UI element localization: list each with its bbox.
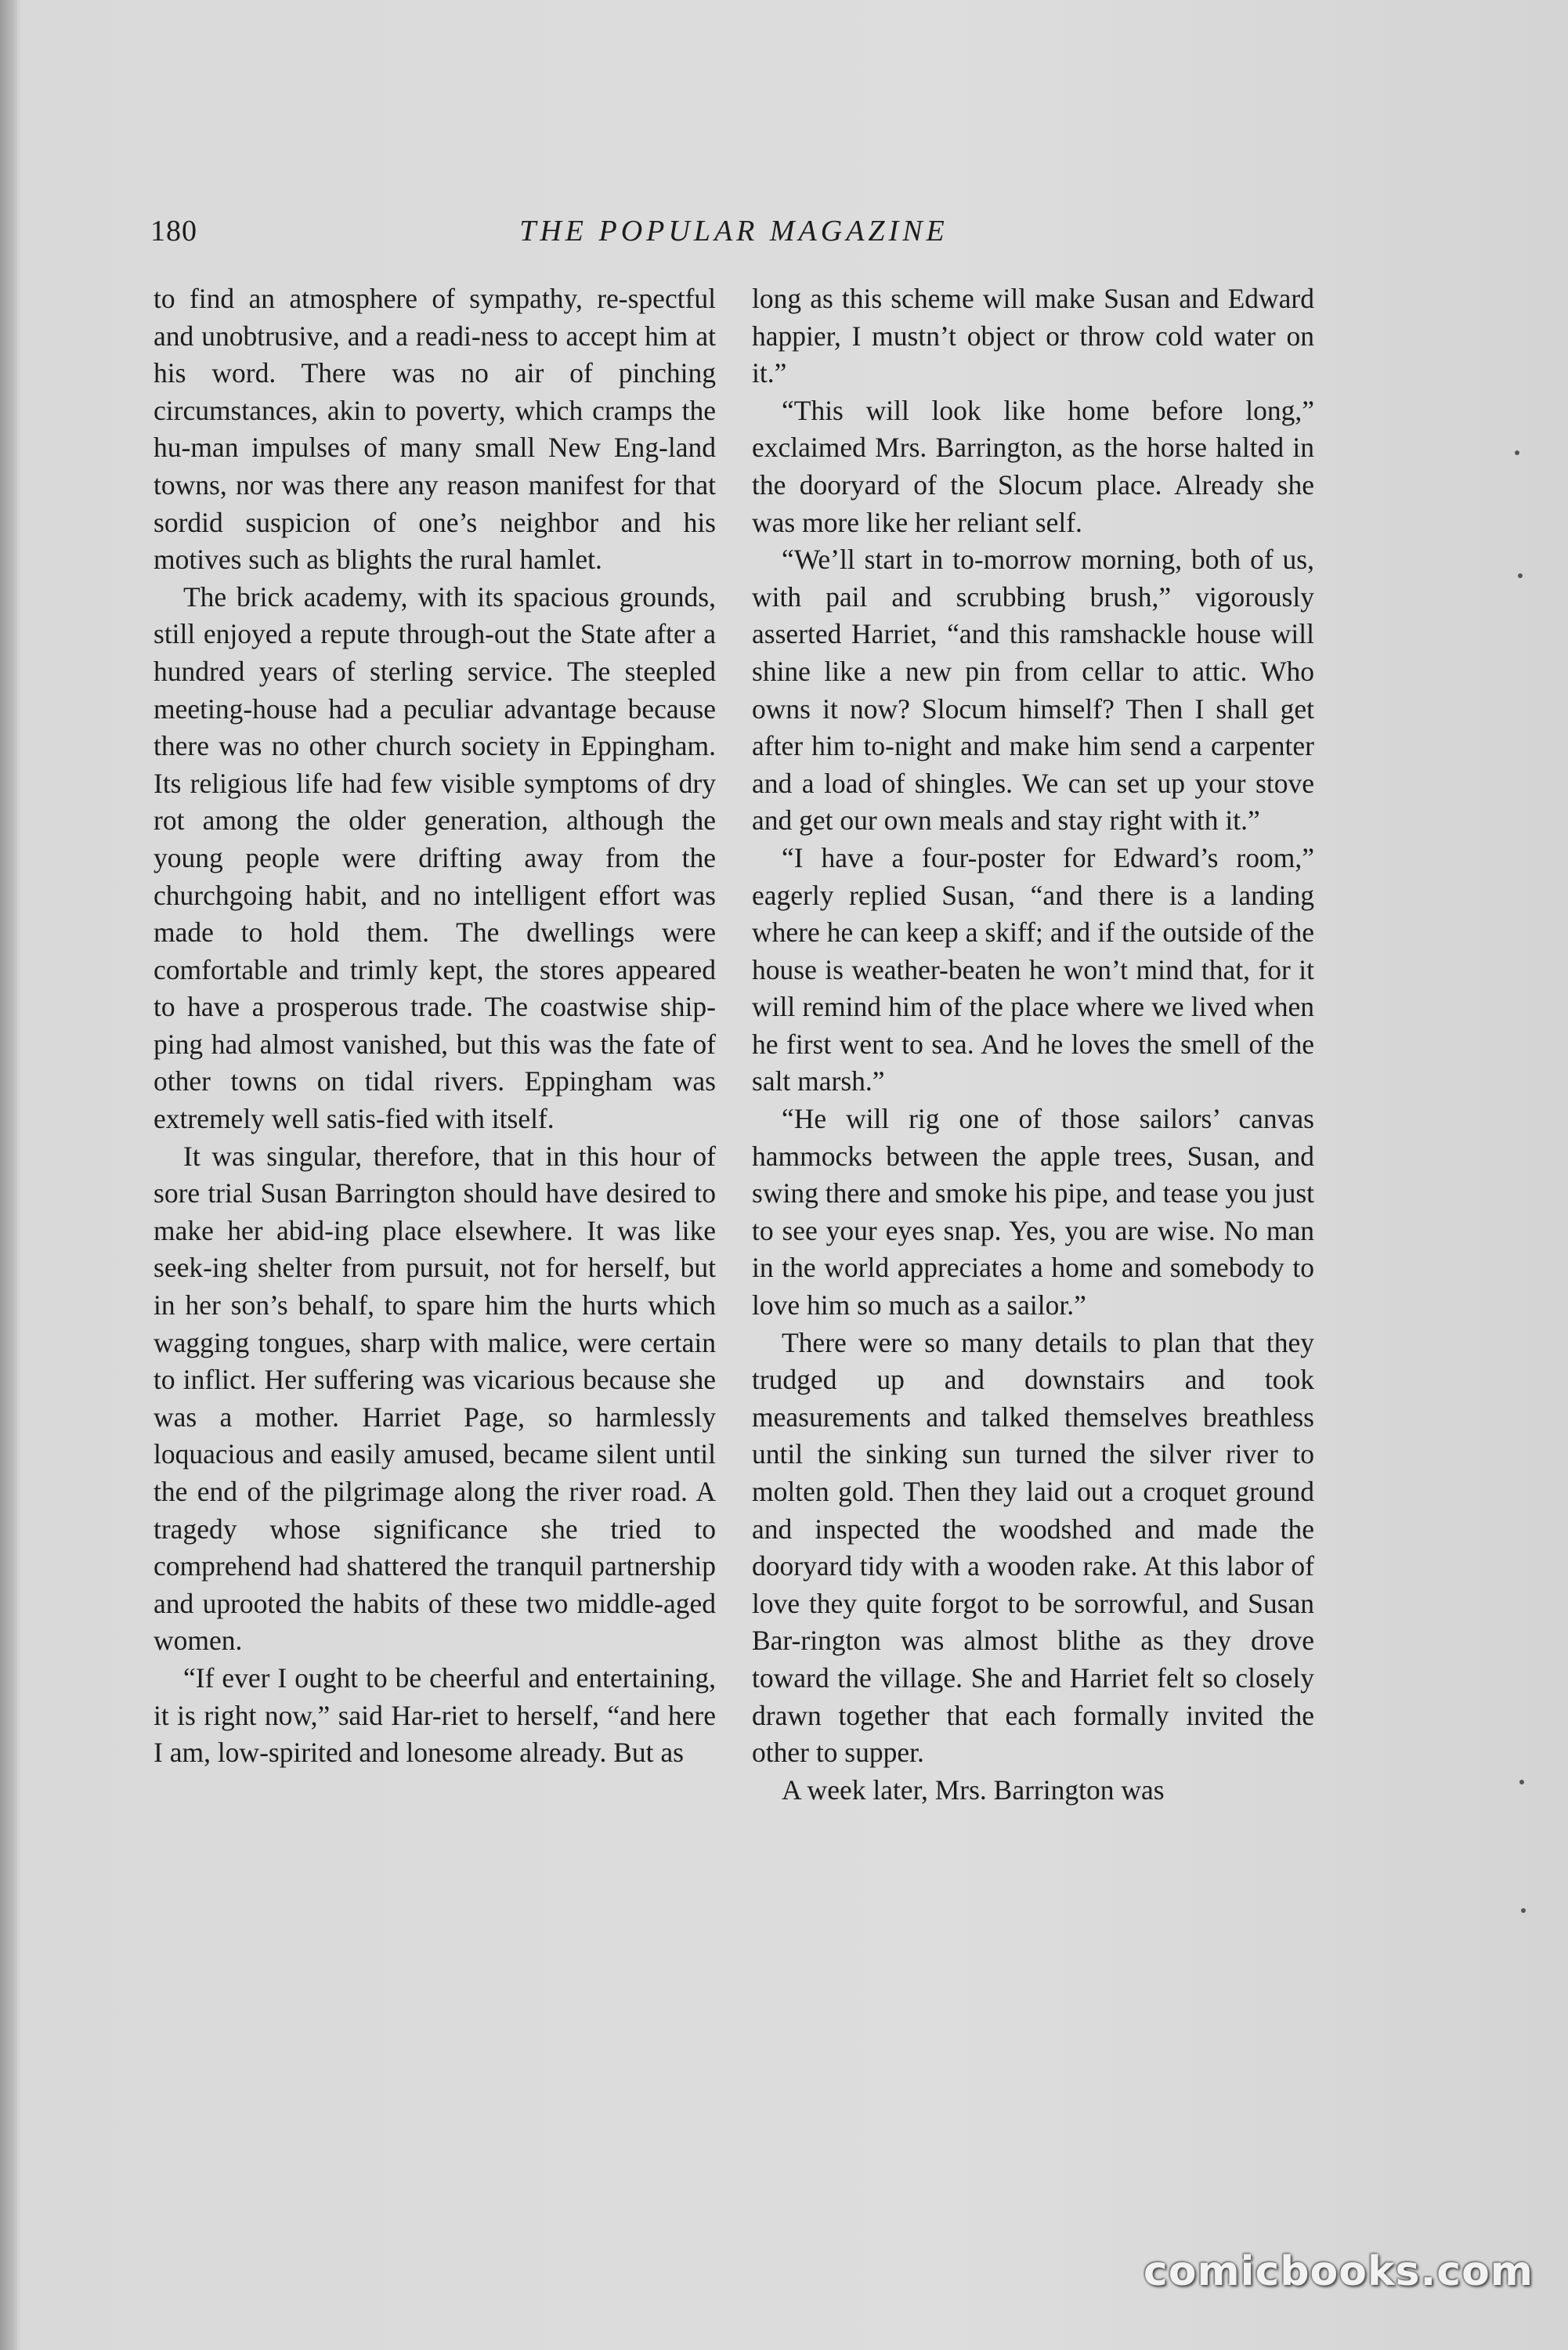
page-header [150,208,1317,255]
paragraph: “We’ll start in to-morrow morning, both of us, with pail and scrubbing brush,” vigorously asserted Harriet, “and this ramshackle house will shine like a new pin from cellar to attic. Who owns it now? Slocum himself? Then I shall get after him to-night and make him send a carpenter and a load of shingles. We can set up your stove and get our own meals and stay right with it.” [752,544,1314,837]
paragraph: There were so many details to plan that they trudged up and downstairs and took measurements and talked themselves breathless until the sinking sun turned the silver river to molten gold. Then they laid out a croquet ground and inspected the woodshed and made the dooryard tidy with a wooden rake. At this labor of love they quite forgot to be sorrowful, and Susan Bar-rington was almost blithe as they drove toward the village. She and Harriet felt so closely drawn together that each formally invited the other to supper. [752,1326,1314,1769]
page-number: 180 [150,215,197,248]
right-column [752,280,1314,1809]
running-title: THE POPULAR MAGAZINE [519,215,948,248]
paragraph: to find an atmosphere of sympathy, re-spectful and unobtrusive, and a readi-ness to accept him at his word. There was no air of pinching circumstances, akin to poverty, which cramps the hu-man impulses of many small New Eng-land towns, nor was there any reason manifest for that sordid suspicion of one’s neighbor and his motives such as blights the rural hamlet. [154,283,716,576]
paragraph: A week later, Mrs. Barrington was [782,1773,1165,1806]
paper-speck [1521,1908,1526,1913]
page-binding-edge [0,0,17,2350]
paragraph: “If ever I ought to be cheerful and entertaining, it is right now,” said Har-riet to herself, “and here I am, low-spirited and lonesome already. But as [154,1661,716,1769]
paper-speck [1518,573,1523,578]
paragraph: long as this scheme will make Susan and Edward happier, I mustn’t object or throw cold water on it.” [752,283,1314,389]
site-watermark: comicbooks.com [1143,2248,1534,2295]
paper-speck [1519,1780,1524,1784]
paragraph: The brick academy, with its spacious grounds, still enjoyed a repute through-out the State after a hundred years of sterling service. The steepled meeting-house had a peculiar advantage because there was no other church society in Eppingham. Its religious life had few visible symptoms of dry rot among the older generation, although the young people were drifting away from the churchgoing habit, and no intelligent effort was made to hold them. The dwellings were comfortable and trimly kept, the stores appeared to have a prosperous trade. The coastwise ship-ping had almost vanished, but this was the fate of other towns on tidal rivers. Eppingham was extremely well satis-fied with itself. [154,580,716,1135]
paragraph: “I have a four-poster for Edward’s room,” eagerly replied Susan, “and there is a landing where he can keep a skiff; and if the outside of the house is weather-beaten he won’t mind that, for it will remind him of the place where we lived when he first went to sea. And he loves the smell of the salt marsh.” [752,841,1314,1097]
paragraph: “This will look like home before long,” exclaimed Mrs. Barrington, as the horse halted in the dooryard of the Slocum place. Already she was more like her reliant self. [752,394,1314,538]
left-column [154,280,716,1772]
paper-speck [1515,450,1519,455]
paragraph: “He will rig one of those sailors’ canvas hammocks between the apple trees, Susan, and swing there and smoke his pipe, and tease you just to see your eyes snap. Yes, you are wise. No man in the world appreciates a home and somebody to love him so much as a sailor.” [752,1103,1314,1321]
paragraph: It was singular, therefore, that in this hour of sore trial Susan Barrington should have desired to make her abid-ing place elsewhere. It was like seek-ing shelter from pursuit, not for herself, but in her son’s behalf, to spare him the hurts which wagging tongues, sharp with malice, were certain to inflict. Her suffering was vicarious because she was a mother. Harriet Page, so harmlessly loquacious and easily amused, became silent until the end of the pilgrimage along the river road. A tragedy whose significance she tried to comprehend had shattered the tranquil partnership and uprooted the habits of these two middle-aged women. [154,1140,716,1657]
